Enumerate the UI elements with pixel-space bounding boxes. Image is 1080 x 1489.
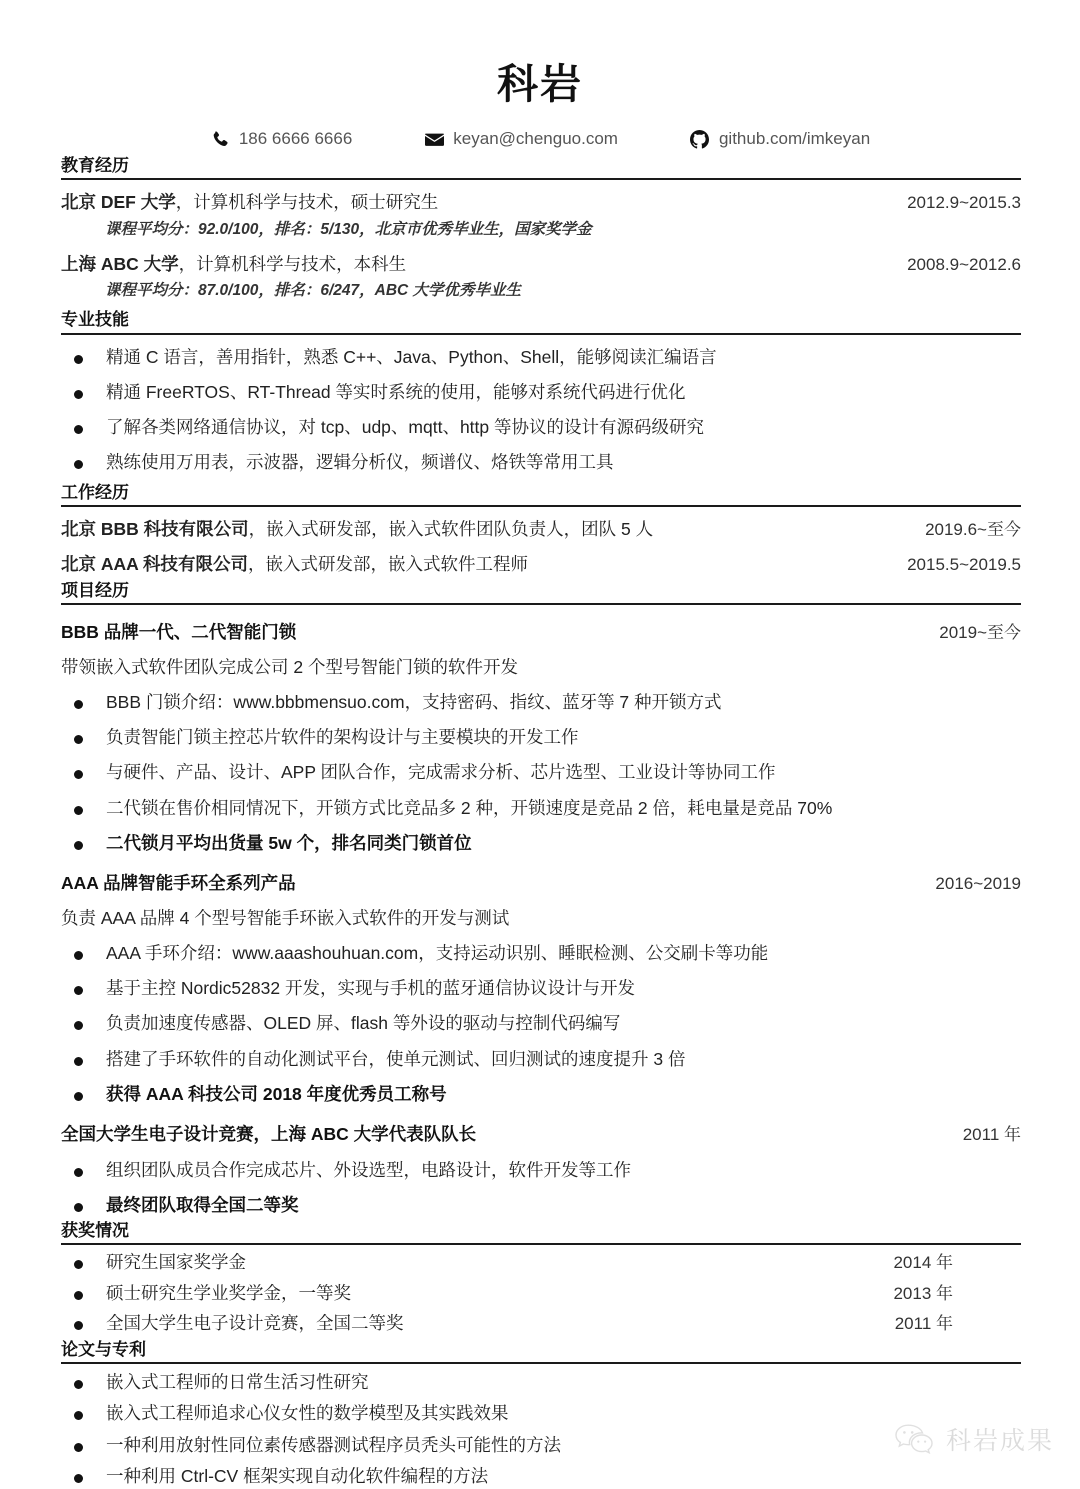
work-org: 北京 BBB 科技有限公司 bbox=[61, 518, 249, 539]
section-header-skills: 专业技能 bbox=[61, 309, 1021, 334]
education-detail: ，计算机科学与技术，硕士研究生 bbox=[175, 192, 439, 213]
project-entry bbox=[61, 619, 1021, 646]
project-entry bbox=[61, 870, 1021, 897]
list-item: 精通 C 语言，善用指针，熟悉 C++、Java、Python、Shell，能够阅读汇编语言 bbox=[61, 344, 1021, 370]
contact-phone[interactable] bbox=[210, 129, 352, 149]
list-item: 精通 FreeRTOS、RT-Thread 等实时系统的使用，能够对系统代码进行优化 bbox=[61, 379, 1021, 405]
papers-list bbox=[61, 1369, 1021, 1489]
list-item: 负责智能门锁主控芯片软件的架构设计与主要模块的开发工作 bbox=[61, 724, 1021, 750]
list-item: 最终团队取得全国二等奖 bbox=[61, 1192, 1021, 1218]
work-detail: ，嵌入式研发部，嵌入式软件工程师 bbox=[248, 554, 528, 575]
contact-github-text: github.com/imkeyan bbox=[718, 129, 871, 149]
education-detail: ，计算机科学与技术，本科生 bbox=[178, 253, 407, 274]
work-detail: ，嵌入式研发部，嵌入式软件团队负责人，团队 5 人 bbox=[248, 518, 654, 539]
list-item: 组织团队成员合作完成芯片、外设选型，电路设计，软件开发等工作 bbox=[61, 1157, 1021, 1183]
list-item: 硕士研究生学业奖学金，一等奖 2013 年 bbox=[61, 1280, 1021, 1307]
list-item: 二代锁在售价相同情况下，开锁方式比竞品多 2 种，开锁速度是竞品 2 倍，耗电量是竞品 70% bbox=[61, 795, 1021, 821]
section-header-work: 工作经历 bbox=[61, 482, 1021, 507]
project-summary: 负责 AAA 品牌 4 个型号智能手环嵌入式软件的开发与测试 bbox=[61, 907, 510, 928]
list-item: AAA 手环介绍：www.aaashouhuan.com，支持运动识别、睡眠检测、公交刷卡等功能 bbox=[61, 940, 1021, 966]
list-item: 与硬件、产品、设计、APP 团队合作，完成需求分析、芯片选型、工业设计等协同工作 bbox=[61, 759, 1021, 785]
contact-email-text: keyan@chenguo.com bbox=[453, 129, 618, 149]
list-item: 一种利用放射性同位素传感器测试程序员秃头可能性的方法 bbox=[61, 1432, 1021, 1458]
list-item: 全国大学生电子设计竞赛，全国二等奖 2011 年 bbox=[61, 1310, 1021, 1337]
watermark-text: 科岩成果 bbox=[945, 1427, 1054, 1455]
project-entry bbox=[61, 1121, 1021, 1148]
project-date: 2019~至今 bbox=[939, 623, 1021, 643]
list-item: 熟练使用万用表，示波器，逻辑分析仪，频谱仪、烙铁等常用工具 bbox=[61, 449, 1021, 475]
section-header-projects: 项目经历 bbox=[61, 580, 1021, 605]
envelope-icon bbox=[424, 129, 444, 149]
list-item: 负责加速度传感器、OLED 屏、flash 等外设的驱动与控制代码编写 bbox=[61, 1010, 1021, 1036]
wechat-icon bbox=[893, 1422, 935, 1456]
list-item: 基于主控 Nordic52832 开发，实现与手机的蓝牙通信协议设计与开发 bbox=[61, 975, 1021, 1001]
github-icon bbox=[690, 129, 710, 149]
education-entry bbox=[61, 189, 1021, 216]
education-entry bbox=[61, 251, 1021, 278]
contact-bar bbox=[0, 129, 1080, 149]
education-date: 2012.9~2015.3 bbox=[907, 193, 1021, 213]
list-item: 获得 AAA 科技公司 2018 年度优秀员工称号 bbox=[61, 1081, 1021, 1107]
project-bullets bbox=[61, 1157, 1021, 1219]
section-header-papers: 论文与专利 bbox=[61, 1339, 1021, 1364]
work-entry bbox=[61, 516, 1021, 543]
work-date: 2019.6~至今 bbox=[925, 519, 1021, 539]
section-header-awards: 获奖情况 bbox=[61, 1220, 1021, 1245]
project-date: 2011 年 bbox=[962, 1125, 1021, 1145]
work-entry bbox=[61, 551, 1021, 578]
project-bullets bbox=[61, 940, 1021, 1107]
education-subline: 课程平均分：92.0/100，排名：5/130，北京市优秀毕业生，国家奖学金 bbox=[105, 220, 592, 238]
project-summary: 带领嵌入式软件团队完成公司 2 个型号智能门锁的软件开发 bbox=[61, 656, 518, 677]
education-org: 上海 ABC 大学 bbox=[61, 253, 179, 274]
project-title: AAA 品牌智能手环全系列产品 bbox=[61, 873, 296, 894]
project-bullets bbox=[61, 689, 1021, 856]
list-item: 一种利用 Ctrl-CV 框架实现自动化软件编程的方法 bbox=[61, 1463, 1021, 1489]
education-date: 2008.9~2012.6 bbox=[907, 254, 1021, 274]
page-title: 科岩 bbox=[497, 61, 583, 107]
list-item: 嵌入式工程师的日常生活习性研究 bbox=[61, 1369, 1021, 1395]
education-subline: 课程平均分：87.0/100，排名：6/247，ABC 大学优秀毕业生 bbox=[105, 282, 522, 300]
award-year: 2013 年 bbox=[893, 1283, 953, 1303]
project-title: BBB 品牌一代、二代智能门锁 bbox=[61, 622, 297, 643]
section-header-education: 教育经历 bbox=[61, 155, 1021, 180]
resume-header bbox=[0, 0, 1080, 149]
project-title: 全国大学生电子设计竞赛，上海 ABC 大学代表队队长 bbox=[61, 1124, 477, 1145]
phone-icon bbox=[210, 129, 230, 149]
watermark bbox=[893, 1421, 1054, 1457]
awards-list bbox=[61, 1249, 1021, 1337]
list-item: 二代锁月平均出货量 5w 个，排名同类门锁首位 bbox=[61, 830, 1021, 856]
list-item: 嵌入式工程师追求心仪女性的数学模型及其实践效果 bbox=[61, 1400, 1021, 1426]
skills-list bbox=[61, 344, 1021, 476]
contact-phone-text: 186 6666 6666 bbox=[238, 129, 353, 149]
award-year: 2014 年 bbox=[893, 1253, 953, 1273]
education-org: 北京 DEF 大学 bbox=[61, 192, 176, 213]
work-org: 北京 AAA 科技有限公司 bbox=[61, 554, 248, 575]
list-item: 搭建了手环软件的自动化测试平台，使单元测试、回归测试的速度提升 3 倍 bbox=[61, 1046, 1021, 1072]
list-item: BBB 门锁介绍：www.bbbmensuo.com，支持密码、指纹、蓝牙等 7 种开锁方式 bbox=[61, 689, 1021, 715]
award-year: 2011 年 bbox=[894, 1314, 953, 1334]
contact-email[interactable] bbox=[424, 129, 618, 149]
project-date: 2016~2019 bbox=[935, 874, 1021, 894]
list-item: 了解各类网络通信协议，对 tcp、udp、mqtt、http 等协议的设计有源码级研究 bbox=[61, 414, 1021, 440]
contact-github[interactable] bbox=[690, 129, 870, 149]
list-item: 研究生国家奖学金 2014 年 bbox=[61, 1249, 1021, 1276]
resume-body bbox=[59, 155, 1021, 1489]
work-date: 2015.5~2019.5 bbox=[907, 555, 1021, 575]
